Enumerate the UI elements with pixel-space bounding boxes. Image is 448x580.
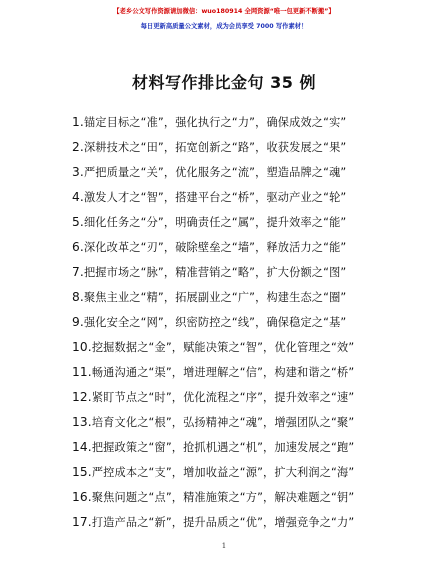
list-item [72,110,412,135]
page-number: 1 [221,542,227,550]
item-number: 4. [72,190,84,204]
item-number: 7. [72,265,84,279]
item-number: 17. [72,515,92,529]
list-item [72,310,412,335]
item-number: 13. [72,415,92,429]
list-item [72,235,412,260]
item-text: 严控成本之“支”，增加收益之“源”，扩大利润之“海” [91,466,355,479]
item-number: 16. [72,490,92,504]
item-number: 3. [72,165,84,179]
list-item [72,260,412,285]
item-number: 8. [72,290,84,304]
item-number: 6. [72,240,84,254]
item-number: 2. [72,140,84,154]
list-item [72,135,412,160]
item-text: 深耕技术之“田”，拓宽创新之“路”，收获发展之“果” [83,141,347,154]
item-text: 挖掘数据之“金”，赋能决策之“智”，优化管理之“效” [91,341,355,354]
list-item [72,285,412,310]
item-number: 5. [72,215,84,229]
item-text: 聚焦主业之“精”，拓展副业之“广”，构建生态之“圈” [83,291,347,304]
banner-line-2: 每日更新高质量公文素材，成为会员享受 7000 写作素材！ [140,23,308,30]
list-item [72,510,412,535]
document-title: 材料写作排比金句 35 例 [132,73,316,92]
list-item [72,485,412,510]
promo-banner [0,6,448,32]
list-item [72,360,412,385]
item-number: 14. [72,440,92,454]
item-number: 9. [72,315,84,329]
item-text: 细化任务之“分”，明确责任之“属”，提升效率之“能” [83,216,347,229]
item-text: 激发人才之“智”，搭建平台之“桥”，驱动产业之“轮” [83,191,347,204]
list-item [72,460,412,485]
item-text: 聚焦问题之“点”，精准施策之“方”，解决难题之“钥” [91,491,355,504]
list-item [72,160,412,185]
item-text: 打造产品之“新”，提升品质之“优”，增强竞争之“力” [91,516,355,529]
list-item [72,385,412,410]
list-item [72,210,412,235]
item-text: 把握市场之“脉”，精准营销之“略”，扩大份额之“图” [83,266,347,279]
list-item [72,335,412,360]
item-text: 锚定目标之“准”，强化执行之“力”，确保成效之“实” [83,116,347,129]
list-item [72,185,412,210]
item-number: 15. [72,465,92,479]
banner-line-1: 【老乡公文写作资源请加微信：wuo180914 全网资源“唯一包更新不断搬”】 [113,8,335,15]
item-text: 强化安全之“网”，织密防控之“线”，确保稳定之“基” [83,316,347,329]
item-text: 把握政策之“窗”，抢抓机遇之“机”，加速发展之“跑” [91,441,355,454]
list-item [72,435,412,460]
item-number: 11. [72,365,92,379]
item-number: 1. [72,115,84,129]
item-text: 深化改革之“刃”，破除壁垒之“墙”，释放活力之“能” [83,241,347,254]
item-text: 严把质量之“关”，优化服务之“流”，塑造品牌之“魂” [83,166,347,179]
item-text: 培育文化之“根”，弘扬精神之“魂”，增强团队之“聚” [91,416,355,429]
list-item [72,410,412,435]
item-text: 紧盯节点之“时”，优化流程之“序”，提升效率之“速” [91,391,355,404]
sentence-list [72,110,412,535]
item-number: 12. [72,390,92,404]
item-text: 畅通沟通之“渠”，增进理解之“信”，构建和谐之“桥” [91,366,355,379]
item-number: 10. [72,340,92,354]
